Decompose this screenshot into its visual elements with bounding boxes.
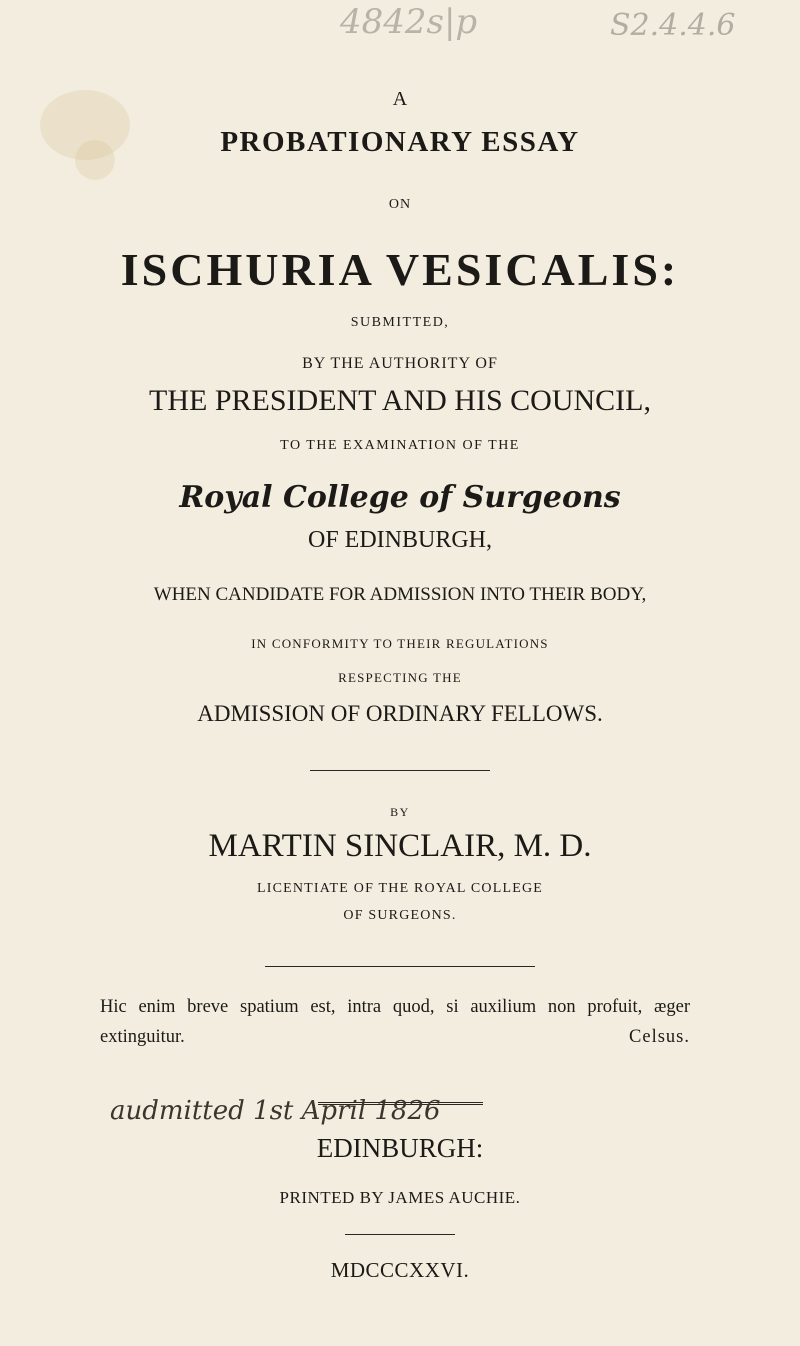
printer: PRINTED BY JAMES AUCHIE. — [279, 1188, 521, 1207]
submitted: SUBMITTED, — [350, 315, 450, 330]
main-title: ISCHURIA VESICALIS: — [120, 244, 680, 295]
publication-year: MDCCCXXVI. — [330, 1258, 470, 1282]
conformity-line: IN CONFORMITY TO THEIR REGULATIONS — [251, 636, 549, 651]
imprint-city: EDINBURGH: — [316, 1133, 484, 1163]
respecting-line: RESPECTING THE — [338, 670, 462, 685]
of-edinburgh: OF EDINBURGH, — [307, 527, 492, 553]
divider-rule — [310, 770, 490, 771]
by-authority: BY THE AUTHORITY OF — [302, 355, 498, 372]
to-examination: TO THE EXAMINATION OF THE — [280, 438, 520, 453]
licentiate-line-1: LICENTIATE OF THE ROYAL COLLEGE — [256, 881, 544, 896]
college-name: Royal College of Surgeons — [179, 480, 621, 515]
candidate-line: WHEN CANDIDATE FOR ADMISSION INTO THEIR BODY, — [153, 584, 647, 605]
by-label: BY — [390, 805, 410, 819]
motto-source: Celsus. — [629, 1027, 690, 1047]
motto — [100, 992, 690, 1052]
word-on: ON — [388, 197, 412, 212]
handwritten-acquisition-note: audmitted 1st April 1826 — [110, 1096, 441, 1126]
licentiate-line-2: OF SURGEONS. — [343, 908, 457, 923]
article: A — [392, 88, 408, 110]
president-and-council: THE PRESIDENT AND HIS COUNCIL, — [149, 384, 651, 417]
heading-probationary-essay: PROBATIONARY ESSAY — [220, 126, 580, 158]
admission-line: ADMISSION OF ORDINARY FELLOWS. — [197, 701, 603, 726]
divider-rule — [345, 1234, 455, 1235]
author-name: MARTIN SINCLAIR, M. D. — [208, 828, 592, 864]
handwritten-accession-number: S2.4.4.6 — [610, 8, 736, 43]
handwritten-shelfmark: 4842s|p — [340, 2, 478, 42]
motto-text: Hic enim breve spatium est, intra quod, si auxilium non profuit, æger extinguitur. — [100, 997, 690, 1047]
divider-rule — [265, 966, 535, 967]
